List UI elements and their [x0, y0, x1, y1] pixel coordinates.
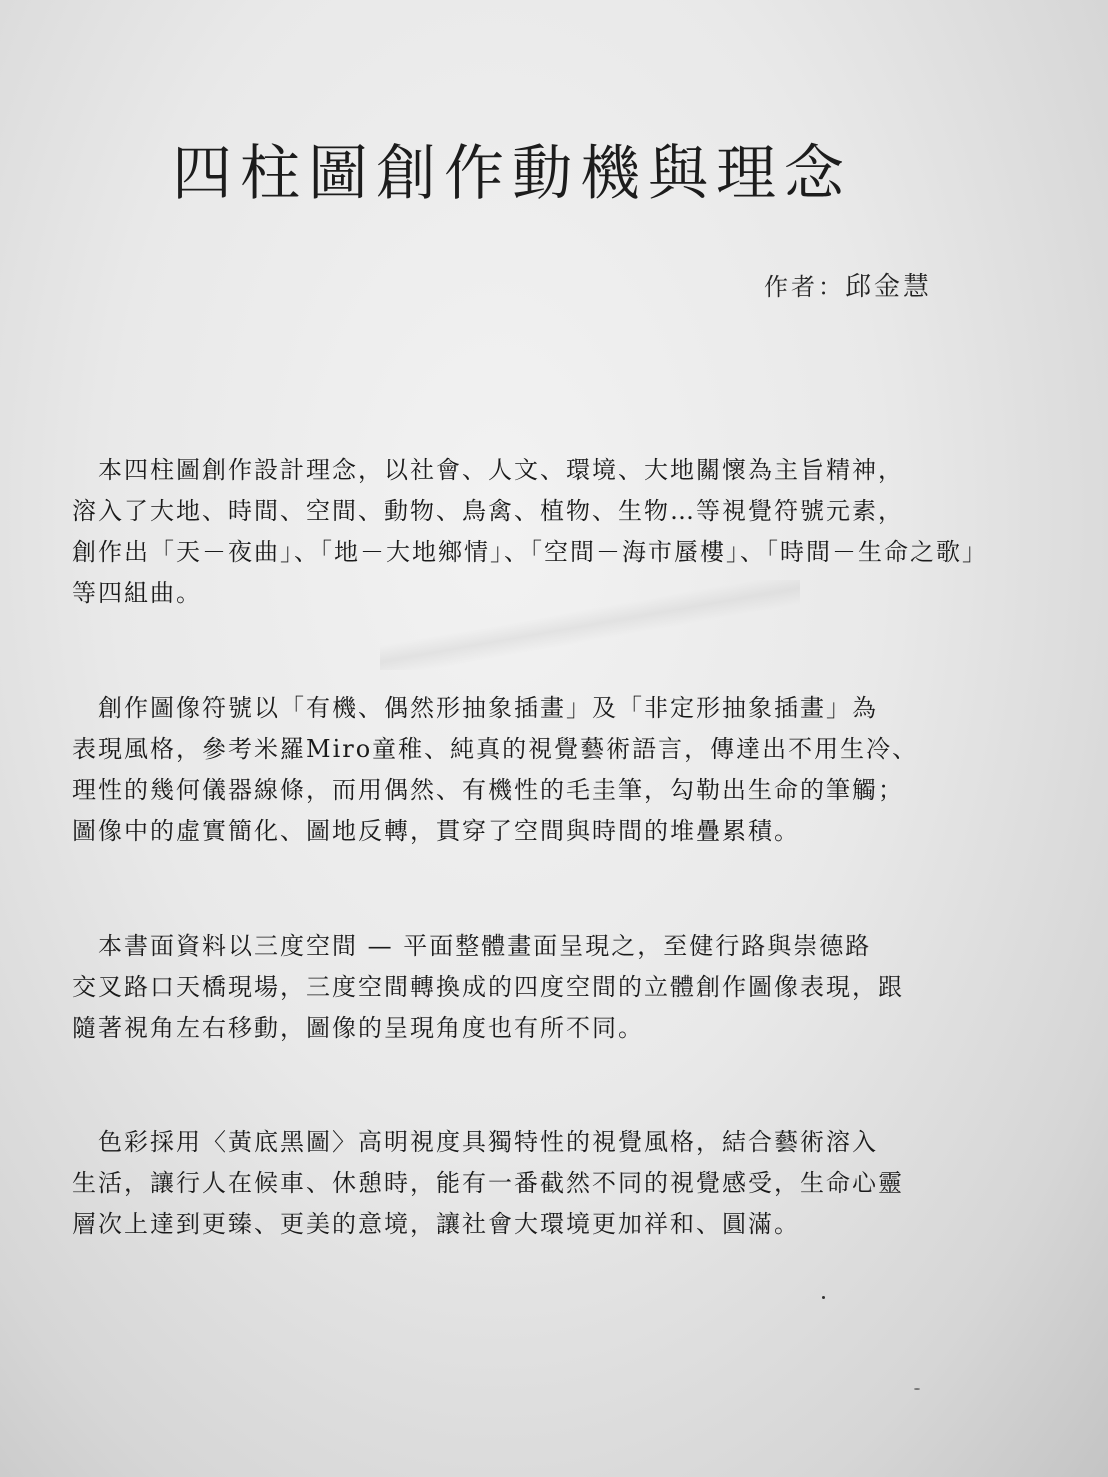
ink-speck — [822, 1296, 825, 1299]
author-label: 作者： — [764, 273, 845, 301]
paragraph-line: 溶入了大地、時間、空間、動物、鳥禽、植物、生物…等視覺符號元素， — [72, 497, 904, 525]
paragraph-line: 層次上達到更臻、更美的意境，讓社會大環境更加祥和、圓滿。 — [72, 1210, 800, 1238]
ink-speck — [914, 1388, 920, 1390]
paragraph-line: 色彩採用〈黃底黑圖〉高明視度具獨特性的視覺風格，結合藝術溶入 — [72, 1128, 878, 1156]
paragraph-line: 表現風格，參考米羅Miro童稚、純真的視覺藝術語言，傳達出不用生冷、 — [72, 735, 919, 763]
paragraph-line: 理性的幾何儀器線條，而用偶然、有機性的毛圭筆，勾勒出生命的筆觸； — [72, 776, 904, 804]
paragraph-line: 交叉路口天橋現場，三度空間轉換成的四度空間的立體創作圖像表現，跟 — [72, 973, 904, 1001]
paragraph-line: 生活，讓行人在候車、休憩時，能有一番截然不同的視覺感受，生命心靈 — [72, 1169, 904, 1197]
paragraph-line: 本書面資料以三度空間 — 平面整體畫面呈現之，至健行路與崇德路 — [72, 932, 872, 960]
paragraph-line: 本四柱圖創作設計理念，以社會、人文、環境、大地關懷為主旨精神， — [72, 456, 904, 484]
paragraph-4 — [72, 1122, 1007, 1245]
paragraph-1 — [72, 450, 1007, 614]
paragraph-line: 等四組曲。 — [72, 579, 202, 607]
paragraph-3 — [72, 926, 1007, 1049]
paragraph-line: 創作出「天－夜曲」、「地－大地鄉情」、「空間－海市蜃樓」、「時間－生命之歌」 — [72, 538, 988, 566]
paragraph-line: 圖像中的虛實簡化、圖地反轉，貫穿了空間與時間的堆疊累積。 — [72, 817, 800, 845]
paragraph-line: 隨著視角左右移動，圖像的呈現角度也有所不同。 — [72, 1014, 644, 1042]
document-title: 四柱圖創作動機與理念 — [172, 139, 852, 209]
paragraph-line: 創作圖像符號以「有機、偶然形抽象插畫」及「非定形抽象插畫」為 — [72, 694, 878, 722]
author-line — [764, 266, 932, 303]
author-name: 邱金慧 — [845, 272, 933, 302]
paragraph-2 — [72, 688, 1007, 852]
